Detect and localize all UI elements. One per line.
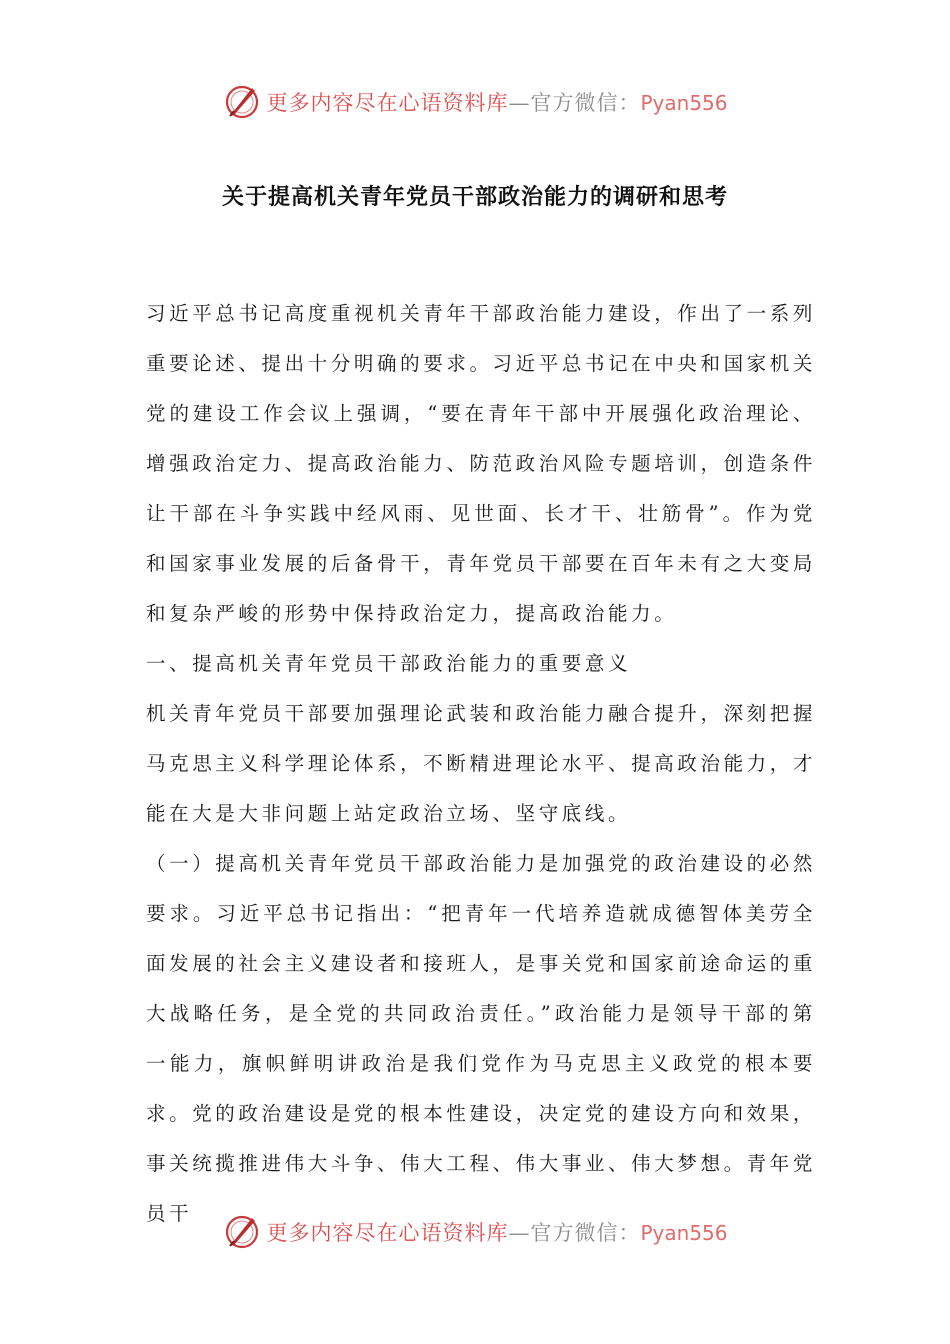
watermark-text [266,1217,727,1247]
document-title: 关于提高机关青年党员干部政治能力的调研和思考 [221,185,728,210]
document-body [146,289,816,1239]
quill-logo-icon [222,1212,262,1252]
watermark-library-name: 更多内容尽在心语资料库 [266,91,509,115]
watermark-library-name: 更多内容尽在心语资料库 [266,1221,509,1245]
paragraph-section-1: 机关青年党员干部要加强理论武装和政治能力融合提升，深刻把握马克思主义科学理论体系，不断精进理论水平、提高政治能力，才能在大是大非问题上站定政治立场、坚守底线。 [146,702,816,825]
footer-watermark-banner [0,1210,950,1254]
watermark-wechat-label: —官方微信： [508,91,641,115]
header-watermark-banner [0,80,950,124]
paragraph-intro: 习近平总书记高度重视机关青年干部政治能力建设，作出了一系列重要论述、提出十分明确的要求。习近平总书记在中央和国家机关党的建设工作会议上强调，“要在青年干部中开展强化政治理论、增强政治定力、提高政治能力、防范政治风险专题培训，创造条件让干部在斗争实践中经风雨、见世面、长才干、壮筋骨”。作为党和国家事业发展的后备骨干，青年党员干部要在百年未有之大变局和复杂严峻的形势中保持政治定力，提高政治能力。 [146,302,816,625]
section-heading-1: 一、提高机关青年党员干部政治能力的重要意义 [146,652,632,675]
watermark-wechat-id: Pyan556 [640,91,728,115]
watermark-wechat-id: Pyan556 [640,1221,728,1245]
watermark-wechat-label: —官方微信： [508,1221,641,1245]
quill-logo-icon [222,82,262,122]
watermark-text [266,87,727,117]
paragraph-subsection-1: （一）提高机关青年党员干部政治能力是加强党的政治建设的必然要求。习近平总书记指出：“把青年一代培养造就成德智体美劳全面发展的社会主义建设者和接班人，是事关党和国家前途命运的重大战略任务，是全党的共同政治责任。”政治能力是领导干部的第一能力，旗帜鲜明讲政治是我们党作为马克思主义政党的根本要求。党的政治建设是党的根本性建设，决定党的建设方向和效果，事关统揽推进伟大斗争、伟大工程、伟大事业、伟大梦想。青年党员干 [146,852,816,1225]
